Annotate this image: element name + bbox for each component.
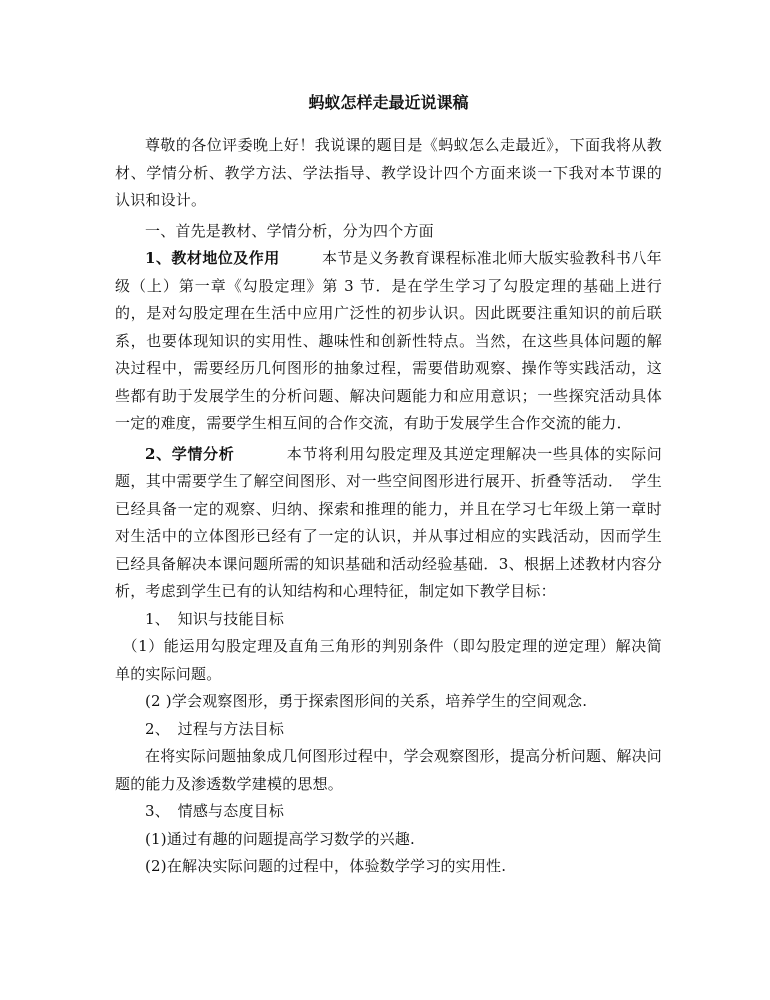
item1-paragraph bbox=[115, 245, 662, 438]
item1-heading: 1、教材地位及作用 bbox=[145, 249, 280, 267]
item2-heading: 2、学情分析 bbox=[145, 444, 235, 463]
goal1-item2: (2 )学会观察图形，勇于探索图形间的关系，培养学生的空间观念. bbox=[145, 692, 588, 710]
goal2-heading: 2、 过程与方法目标 bbox=[145, 719, 285, 738]
item1-text: 本节是义务教育课程标准北师大版实验教科书八年级（上）第一章《勾股定理》第 3 节．是在学生学习了勾股定理的基础上进行的，是对勾股定理在生活中应用广泛性的初步认识。因此既要注重知识的前后联系，也要体现知识的实用性、趣味性和创新性特点。当然，在这些具体问题的解决过程中，需要经历几何图形的抽象过程，需要借助观察、操作等实践活动，这些都有助于发展学生的分析问题、解决问题能力和应用意识；一些探究活动具体一定的难度，需要学生相互间的合作交流，有助于发展学生合作交流的能力． bbox=[115, 249, 662, 432]
intro-paragraph: 尊敬的各位评委晚上好！我说课的题目是《蚂蚁怎么走最近》，下面我将从教材、学情分析、教学方法、学法指导、教学设计四个方面来谈一下我对本节课的认识和设计。 bbox=[115, 136, 662, 209]
document-title: 蚂蚁怎样走最近说课稿 bbox=[308, 93, 469, 112]
goal2-text: 在将实际问题抽象成几何图形过程中，学会观察图形，提高分析问题、解决问题的能力及渗透数学建模的思想。 bbox=[115, 747, 662, 793]
goal3-item1: (1)通过有趣的问题提高学习数学的兴趣. bbox=[145, 829, 416, 848]
item2-text: 本节将利用勾股定理及其逆定理解决一些具体的实际问题，其中需要学生了解空间图形、对一些空间图形进行展开、折叠等活动． 学生已经具备一定的观察、归纳、探索和推理的能力，并且在学习七年级上第一章时对生活中的立体图形已经有了一定的认识，并从事过相应的实践活动，因而学生已经具备解决本课问题所需的知识基础和活动经验基础．3、根据上述教材内容分析，考虑到学生已有的认知结构和心理特征，制定如下教学目标： bbox=[115, 444, 662, 600]
section1-heading: 一、首先是教材、学情分析，分为四个方面 bbox=[145, 221, 434, 240]
item2-paragraph bbox=[115, 441, 662, 606]
goal1-item1: （1）能运用勾股定理及直角三角形的判别条件（即勾股定理的逆定理）解决简单的实际问题。 bbox=[115, 637, 662, 683]
goal1-heading: 1、 知识与技能目标 bbox=[145, 609, 285, 628]
goal3-item2: (2)在解决实际问题的过程中，体验数学学习的实用性. bbox=[145, 857, 507, 875]
goal3-heading: 3、 情感与态度目标 bbox=[145, 802, 285, 820]
